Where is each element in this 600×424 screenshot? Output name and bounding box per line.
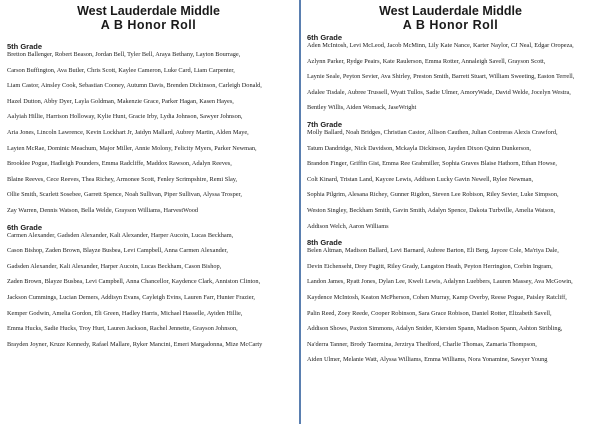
grade-6-names [7, 232, 290, 349]
grade-heading: 6th Grade [7, 222, 43, 232]
name-line: Aiden Ulmer, Melanie Watt, Alyssa Williams, Emma Williams, Nora Yonamine, Sawyer Young [307, 356, 548, 364]
honor-roll-title: A B Honor Roll [402, 18, 499, 32]
school-name: West Lauderdale Middle [77, 4, 220, 18]
name-line: Azlynn Parker, Rydge Peairs, Kate Raulerson, Emma Rotter, Annaleigh Savell, Grayson Scott, [307, 57, 546, 65]
name-line: Colt Kinard, Tristan Land, Kaycee Lewis, Addison Lucky Gavin Newell, Rylee Newman, [307, 175, 534, 183]
name-line: Gadsden Alexander, Kali Alexander, Harper Aucoin, Lucas Beckham, Cason Bishop, [7, 262, 222, 270]
name-line: Sophia Pilgrim, Alesana Richey, Gunner Rigdon, Steven Lee Robison, Riley Sevier, Luke Simpson, [307, 191, 559, 199]
name-line: Liam Castor, Ainsley Cook, Sebastian Cooney, Autumn Davis, Brenden Dickinson, Carleigh Donald, [7, 82, 262, 90]
name-line: Addison Shows, Paxton Simmons, Adalyn Snider, Kiersten Spann, Madison Spann, Ashton Stribling, [307, 325, 563, 333]
name-line: Zaden Brown, Blayze Busbea, Levi Campbell, Anna Chancellor, Kaydence Clark, Anniston Clinton, [7, 278, 261, 286]
page-divider [299, 0, 301, 424]
name-line: Bretton Ballenger, Robert Beason, Jordan Bell, Tyler Bell, Araya Bethany, Layton Bourrage, [7, 51, 241, 58]
name-line: Blaine Reeves, Cece Reeves, Thea Richey, Armonee Scott, Fenley Scrimpshire, Remi Slay, [7, 175, 238, 183]
name-line: Na'derra Tanner, Brody Taormina, Jerzirya Thedford, Charlie Thomas, Zamaria Thompson, [307, 340, 537, 348]
honor-roll-title: A B Honor Roll [100, 18, 197, 32]
grade-8-names [307, 247, 594, 364]
grade-heading: 8th Grade [307, 238, 343, 248]
grade-heading: 5th Grade [7, 42, 43, 51]
name-line: Hazel Dutton, Abby Dyer, Layla Goldman, Makenzie Grace, Parker Hagan, Kasen Hayes, [7, 97, 234, 105]
name-line: Kaydence McIntosh, Keaton McPherson, Cohen Murray, Kamp Overby, Reese Pogue, Paisley Ratcliff, [307, 293, 567, 301]
name-line: Cason Bishop, Zaden Brown, Blayze Busbea, Levi Campbell, Anna Carmen Alexander, [7, 247, 228, 255]
name-line: Molly Ballard, Noah Bridges, Christian Castor, Allison Cauthen, Julian Contreras Alexis Crawford, [307, 128, 558, 136]
right-page [302, 0, 600, 424]
school-name: West Lauderdale Middle [379, 4, 522, 18]
name-line: Weston Singley, Beckham Smith, Gavin Smith, Adalyn Spence, Dakota Turbville, Amelia Watson, [307, 206, 556, 214]
name-line: Aria Jones, Lincoln Lawrence, Kevin Lockhart Jr, Jaidyn Mallard, Aubrey Martin, Alden Maye, [7, 128, 249, 136]
name-line: Devin Eichenseht, Drey Fugitt, Riley Grady, Langston Heath, Peyton Herrington, Corbin Ingram, [307, 262, 553, 270]
name-line: Tatum Dandridge, Nick Davidson, Mckayla Dickinson, Jayden Dixon Quinn Dunkerson, [307, 144, 531, 152]
name-line: Bentley Willis, Aiden Womack, JaseWright [307, 104, 417, 112]
grade-heading: 7th Grade [307, 119, 343, 129]
name-line: Laynie Seale, Peyton Sevier, Ava Shirley, Preston Smith, Barrett Stuart, William Sweeting, Easton Terrell, [307, 73, 575, 81]
name-line: Carson Buffington, Ava Butler, Chris Scott, Kaylee Cameron, Luke Card, Liam Carpenter, [7, 66, 235, 74]
name-line: Brayden Joyner, Kruze Kennedy, Rafael Mallare, Ryker Mancini, Emeri Margadonna, Mize McCarty [7, 340, 263, 348]
name-line: Aden McIntosh, Levi McLeod, Jacob McMinn, Lily Kate Nance, Karter Naylor, CJ Neal, Edgar Oropeza, [307, 42, 574, 49]
name-line: Aalyiah Hillie, Harrison Holloway, Kylie Hunt, Gracie Irby, Lydia Johnson, Sawyer Johnson, [7, 113, 243, 121]
name-line: Jackson Cummings, Lucian Demers, Addisyn Evans, Cayleigh Evins, Lauren Farr, Hunter Frazier, [7, 293, 255, 301]
name-line: Kemper Godwin, Amelia Gordon, Eli Green, Hadley Harris, Michael Hasselle, Ayiden Hillie, [7, 309, 243, 317]
grade-6-names-continued [307, 42, 594, 112]
name-line: Zay Warren, Dennis Watson, Bella Welde, Grayson Williams, HarvestWood [7, 206, 199, 214]
name-line: Layten McRae, Dominic Meachum, Major Miller, Annie Molony, Felicity Myers, Parker Newman, [7, 144, 257, 152]
grade-7-names [307, 129, 594, 231]
name-line: Addison Welch, Aaron Williams [307, 222, 389, 230]
grade-heading: 6th Grade [307, 33, 343, 42]
name-line: Adalee Tisdale, Aubree Trussell, Wyatt Tullos, Sadie Ulmer, AmoryWade, David Welde, Jocelyn Westra, [307, 88, 571, 96]
name-line: Carmen Alexander, Gadsden Alexander, Kali Alexander, Harper Aucoin, Lucas Beckham, [7, 231, 234, 239]
name-line: Brooklee Pogue, Hadleigh Pounders, Emma Radcliffe, Maddox Rawson, Adalyn Reeves, [7, 160, 232, 168]
name-line: Belen Altman, Madison Ballard, Levi Barnard, Aubree Barton, Eli Berg, Jaycee Cole, Ma'riya Dale, [307, 247, 559, 255]
name-line: Landon James, Ryatt Jones, Dylan Lee, Kweli Lewis, Adalynn Luebbers, Lauren Massey, Ava McGowin, [307, 278, 573, 286]
left-page [0, 0, 298, 424]
name-line: Palin Reed, Zoey Reede, Cooper Robinson, Sara Grace Robison, Daniel Rotter, Elizabeth Savell, [307, 309, 552, 317]
name-line: Brandon Finger, Griffin Gist, Emma Ree Grabmiller, Sophia Graves Blaise Hathorn, Ethan Howse, [307, 160, 557, 168]
name-line: Emma Hucks, Sadie Hucks, Troy Hurt, Lauren Jackson, Rachel Jennette, Grayson Johnson, [7, 325, 238, 333]
name-line: Ollie Smith, Scarlett Sosebee, Garrett Spence, Noah Sullivan, Piper Sullivan, Alyssa Trosper, [7, 191, 242, 199]
grade-5-names [7, 51, 290, 215]
